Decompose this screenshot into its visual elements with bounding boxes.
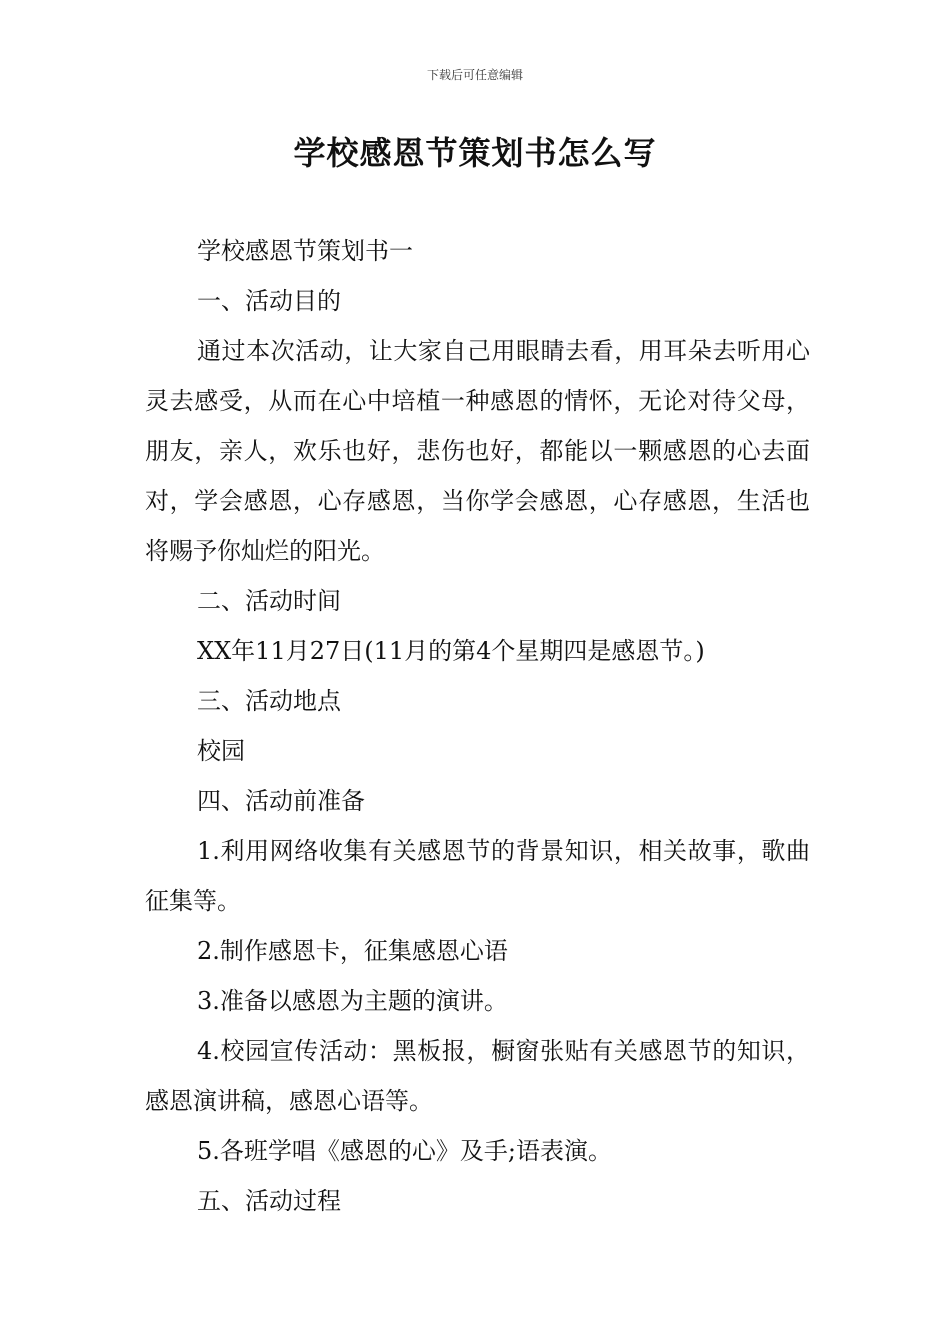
preparation-item: 4.校园宣传活动：黑板报，橱窗张贴有关感恩节的知识，感恩演讲稿，感恩心语等。 [145, 1037, 810, 1115]
preparation-item: 1.利用网络收集有关感恩节的背景知识，相关故事，歌曲征集等。 [145, 837, 810, 915]
time-paragraph: XX年11月27日(11月的第4个星期四是感恩节。) [197, 637, 705, 665]
section-heading-time: 二、活动时间 [197, 587, 341, 615]
preparation-item: 2.制作感恩卡，征集感恩心语 [197, 937, 508, 965]
header-note: 下载后可任意编辑 [426, 68, 523, 82]
section-heading-purpose: 一、活动目的 [197, 287, 341, 315]
section-heading-preparation: 四、活动前准备 [197, 787, 365, 815]
document-body [145, 226, 810, 1226]
purpose-paragraph: 通过本次活动，让大家自己用眼睛去看，用耳朵去听用心灵去感受，从而在心中培植一种感恩的情怀，无论对待父母，朋友，亲人，欢乐也好，悲伤也好，都能以一颗感恩的心去面对，学会感恩，心存感恩，当你学会感恩，心存感恩，生活也将赐予你灿烂的阳光。 [145, 337, 810, 565]
preparation-item: 3.准备以感恩为主题的演讲。 [197, 987, 508, 1015]
section-heading-location: 三、活动地点 [197, 687, 341, 715]
preparation-item: 5.各班学唱《感恩的心》及手;语表演。 [197, 1137, 612, 1165]
section-heading-process: 五、活动过程 [197, 1187, 341, 1215]
document-title: 学校感恩节策划书怎么写 [293, 134, 657, 172]
location-paragraph: 校园 [197, 737, 245, 765]
subtitle-paragraph: 学校感恩节策划书一 [197, 237, 413, 265]
